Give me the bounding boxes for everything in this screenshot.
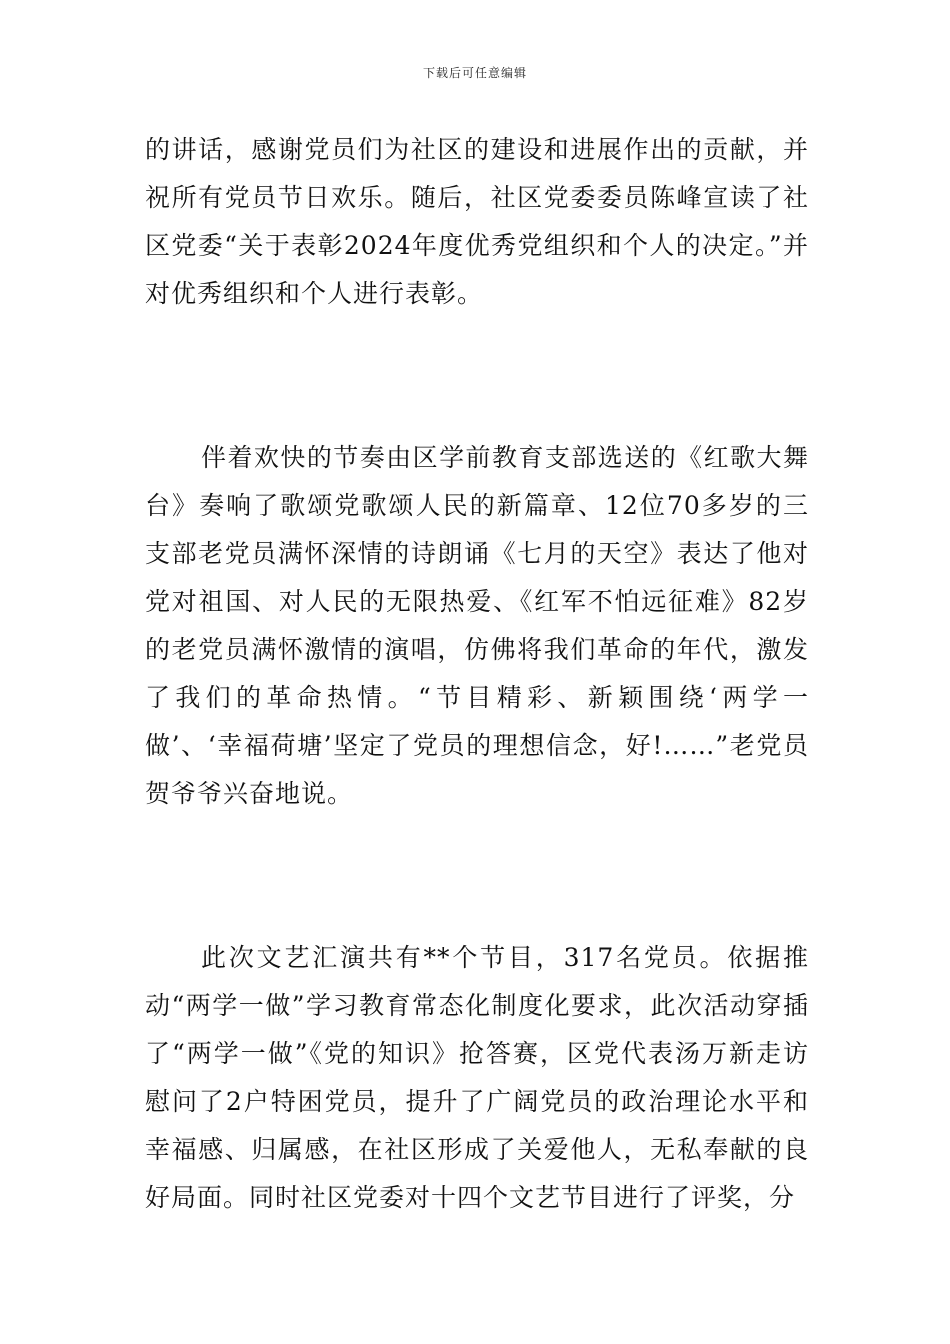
paragraph-1: 的讲话，感谢党员们为社区的建设和进展作出的贡献，并祝所有党员节日欢乐。随后，社区党委委员陈峰宣读了社区党委“关于表彰2024年度优秀党组织和个人的决定。”并对优秀组织和个人进行表彰。: [145, 135, 809, 308]
document-body: [145, 126, 809, 1222]
paragraph-spacer: [145, 318, 809, 434]
paragraph-spacer: [145, 818, 809, 934]
paragraph-2: 伴着欢快的节奏由区学前教育支部选送的《红歌大舞台》奏响了歌颂党歌颂人民的新篇章、12位70多岁的三支部老党员满怀深情的诗朗诵《七月的天空》表达了他对党对祖国、对人民的无限热爱、《红军不怕远征难》82岁的老党员满怀激情的演唱，仿佛将我们革命的年代，激发了我们的革命热情。“节目精彩、新颖围绕‘两学一做’、‘幸福荷塘’坚定了党员的理想信念，好!……”老党员贺爷爷兴奋地说。: [145, 443, 809, 808]
page-header-note: 下载后可任意编辑: [422, 66, 527, 80]
paragraph-3: 此次文艺汇演共有**个节目，317名党员。依据推动“两学一做”学习教育常态化制度化要求，此次活动穿插了“两学一做”《党的知识》抢答赛，区党代表汤万新走访慰问了2户特困党员，提升了广阔党员的政治理论水平和幸福感、归属感，在社区形成了关爱他人，无私奉献的良好局面。同时社区党委对十四个文艺节目进行了评奖，分: [145, 943, 809, 1212]
